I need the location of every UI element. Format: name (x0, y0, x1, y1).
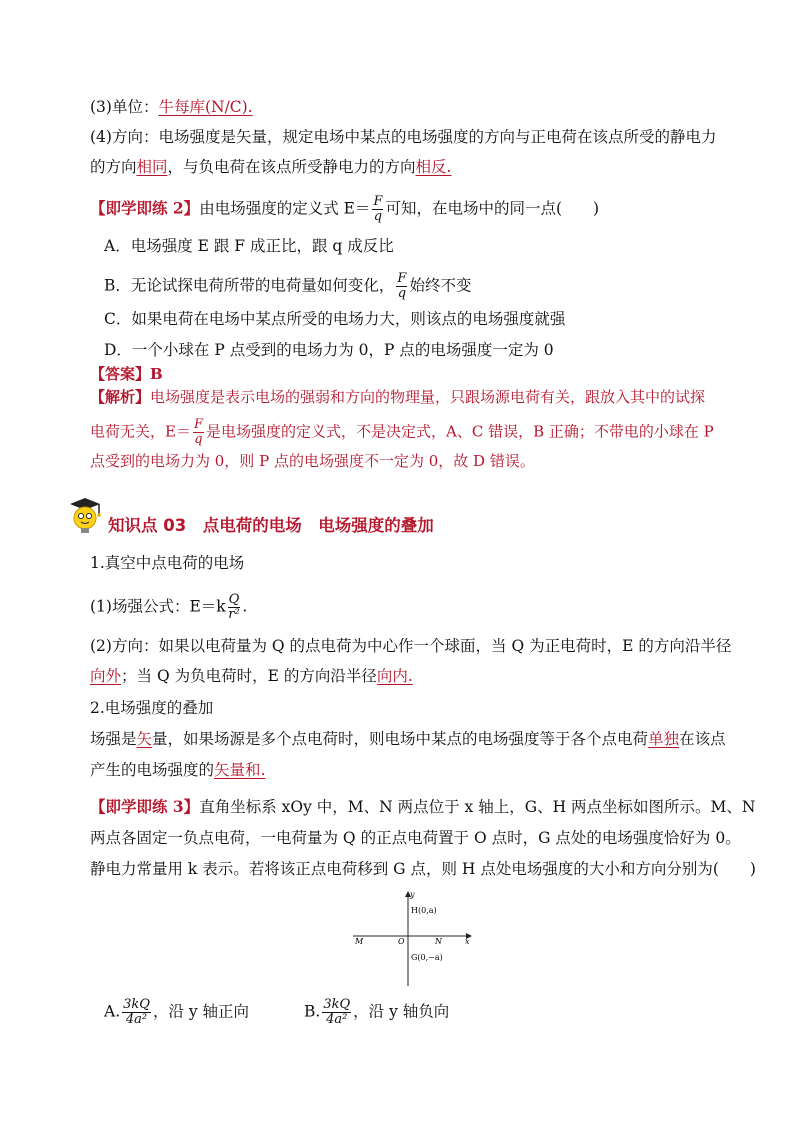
point-H-label: H(0,a) (411, 906, 437, 915)
answer-opposite: 相反. (415, 158, 452, 176)
answer-same: 相同 (136, 158, 168, 176)
analysis-line-3: 点受到的电场力为 0，则 P 点的电场强度不一定为 0，故 D 错误。 (90, 452, 535, 470)
text: B．无论试探电荷所带的电荷量如何变化， (104, 276, 395, 295)
y-label: y (410, 890, 415, 899)
origin-label: O (398, 937, 405, 946)
text: 的方向 (90, 158, 137, 176)
field-formula (90, 593, 247, 622)
scholar-bulb-icon (66, 494, 104, 536)
point-M-label: M (355, 937, 364, 946)
text: 电荷无关，E＝ (90, 422, 191, 441)
frac-num: 3kQ (323, 997, 351, 1012)
answer-alone: 单独 (648, 730, 680, 748)
frac-den: r² (228, 607, 240, 622)
analysis-line-1 (90, 387, 705, 407)
analysis-tag: 【解析】 (90, 388, 151, 406)
text: 由电场强度的定义式 E＝ (199, 199, 371, 218)
text: ；当 Q 为负电荷时，E 的方向沿半径 (121, 667, 377, 685)
answer-vector-sum: 矢量和. (214, 761, 266, 779)
unit-line (90, 97, 253, 117)
text: 直角坐标系 xOy 中，M、N 两点位于 x 轴上，G、H 两点坐标如图所示。M、N (199, 798, 756, 816)
fraction (122, 998, 151, 1027)
frac-num: 3kQ (123, 997, 150, 1012)
answer: 【答案】B (90, 365, 163, 383)
superposition-line-2 (90, 760, 265, 780)
frac-den: 4a² (125, 1012, 148, 1027)
text: ，与负电荷在该点所受静电力的方向 (167, 158, 416, 176)
text: . (242, 597, 248, 616)
point-G-label: G(0,−a) (411, 953, 443, 962)
option-a: A．电场强度 E 跟 F 成正比，跟 q 成反比 (104, 237, 394, 255)
frac-den: q (373, 209, 383, 224)
fraction-F-q (396, 272, 407, 301)
x-label: x (465, 937, 470, 946)
option-d: D．一个小球在 P 点受到的电场力为 0，P 点的电场强度一定为 0 (104, 341, 554, 359)
frac-den: 4a² (326, 1012, 348, 1027)
text: 量，如果场源是多个点电荷时，则电场中某点的电场强度等于各个点电荷 (152, 730, 649, 748)
exercise-3-line-2: 两点各固定一负点电荷，一电荷量为 Q 的正点电荷置于 O 点时，G 点处的电场强度恰好为 0。 (90, 829, 741, 847)
exercise-3-option-a (104, 998, 249, 1027)
exercise-tag: 【即学即练 3】 (90, 797, 200, 816)
answer-outward: 向外 (90, 667, 122, 685)
fraction (322, 998, 351, 1027)
text: ，沿 y 轴负向 (353, 1002, 450, 1021)
analysis-line-2 (90, 418, 714, 447)
text: (1)场强公式：E＝k (90, 597, 226, 616)
unit-prefix: (3)单位： (90, 98, 159, 116)
frac-num: Q (228, 592, 240, 607)
text: ，沿 y 轴正向 (152, 1002, 250, 1021)
text: 场强是 (90, 730, 137, 748)
direction-line-1: (4)方向：电场强度是矢量，规定电场中某点的电场强度的方向与正电荷在该点所受的静电力 (90, 128, 717, 146)
frac-num: F (397, 271, 407, 286)
unit-value: 牛每库(N/C). (158, 98, 253, 116)
fraction-Q-r2 (228, 593, 241, 622)
text: 是电场强度的定义式，不是决定式，A、C 错误，B 正确；不带电的小球在 P (205, 422, 714, 441)
text: 可知，在电场中的同一点( ) (385, 199, 600, 218)
knowledge-point-title: 知识点 03 点电荷的电场 电场强度的叠加 (108, 516, 434, 535)
option-b (104, 272, 471, 301)
exercise-3-option-b (304, 998, 449, 1027)
exercise-2-stem (90, 195, 599, 224)
answer-inward: 向内. (376, 667, 413, 685)
exercise-3-line-1 (90, 797, 755, 817)
point-N-label: N (435, 937, 442, 946)
text: 电场强度是表示电场的强弱和方向的物理量，只跟场源电荷有关，跟放入其中的试探 (150, 388, 706, 406)
option-c: C．如果电荷在电场中某点所受的电场力大，则该点的电场强度就强 (104, 310, 566, 328)
frac-num: F (193, 417, 203, 432)
section-1-heading: 1.真空中点电荷的电场 (90, 554, 245, 572)
superposition-line-1 (90, 729, 726, 749)
exercise-3-line-3: 静电力常量用 k 表示。若将该正点电荷移到 G 点，则 H 点处电场强度的大小和方向分别为( ) (90, 860, 756, 878)
text: A. (104, 1002, 121, 1021)
text: 在该点 (679, 730, 726, 748)
text: 产生的电场强度的 (90, 761, 215, 779)
coordinate-figure (345, 888, 480, 988)
text: 始终不变 (409, 276, 472, 295)
fraction-F-q (193, 418, 204, 447)
fraction-F-q (372, 195, 383, 224)
direction-line-2 (90, 157, 451, 177)
exercise-tag: 【即学即练 2】 (90, 198, 200, 218)
frac-den: q (194, 432, 203, 447)
section-2-heading: 2.电场强度的叠加 (90, 699, 214, 717)
answer-vector: 矢 (136, 730, 153, 748)
text: B. (304, 1002, 321, 1021)
frac-den: q (397, 286, 407, 301)
frac-num: F (373, 194, 383, 209)
field-direction-line-1: (2)方向：如果以电荷量为 Q 的点电荷为中心作一个球面，当 Q 为正电荷时，E 的方向沿半径 (90, 637, 732, 655)
field-direction-line-2 (90, 666, 413, 686)
